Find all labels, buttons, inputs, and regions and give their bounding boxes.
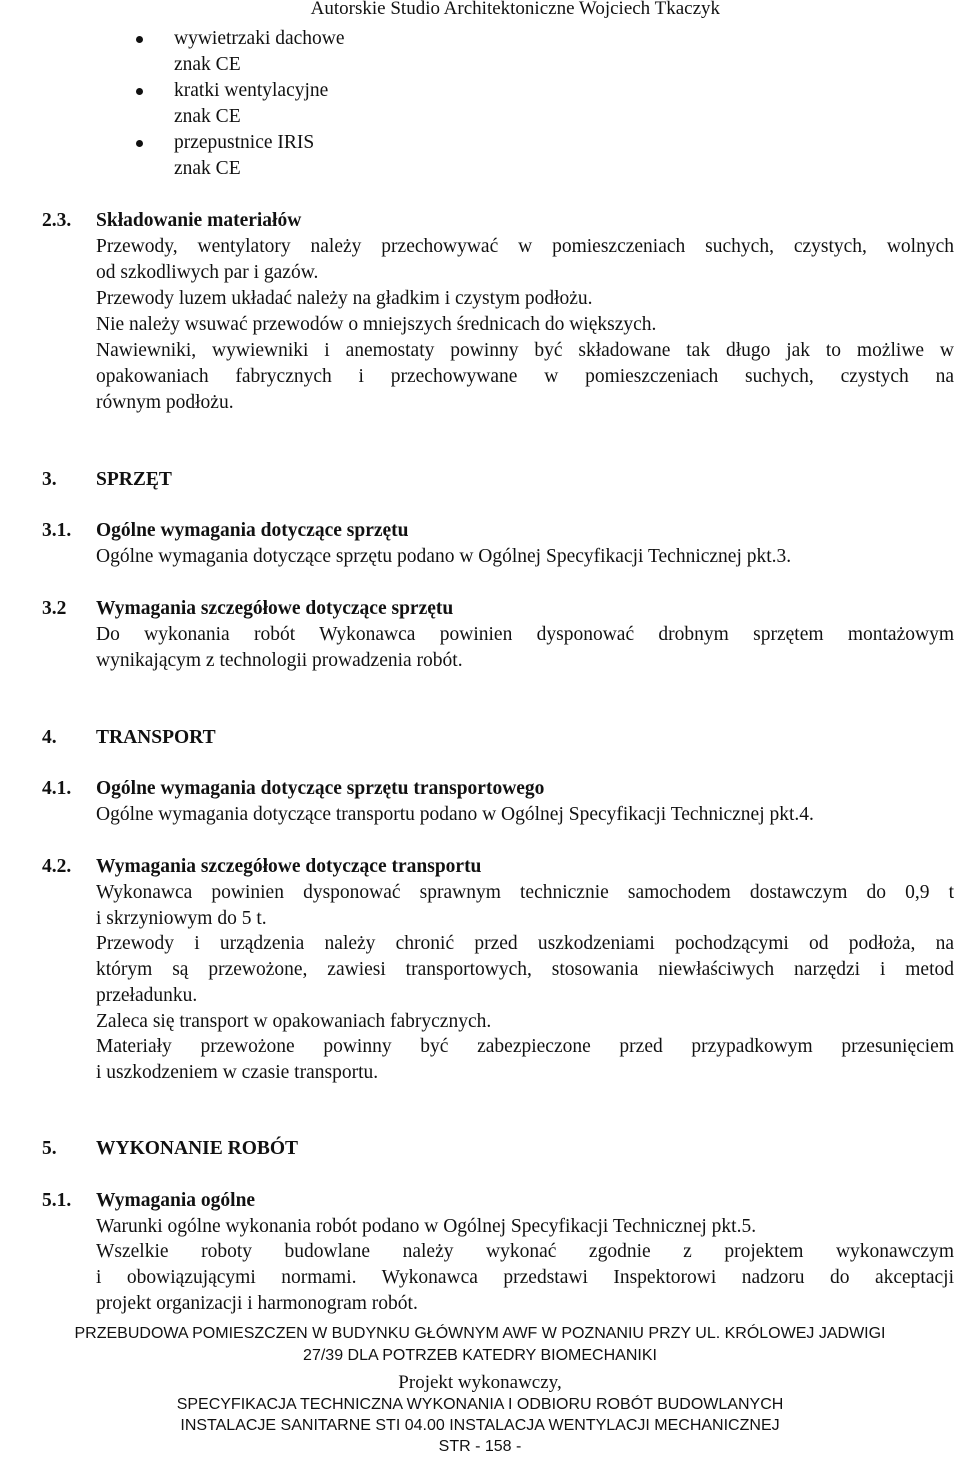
list-item-mark: znak CE [174,158,241,179]
footer-project-type: Projekt wykonawczy, [398,1372,562,1393]
paragraph-line: Do wykonania robót Wykonawca powinien dysponować drobnym sprzętem montażowym [96,624,954,645]
paragraph-line: Ogólne wymagania dotyczące transportu podano w Ogólnej Specyfikacji Technicznej pkt.4. [96,804,814,825]
footer-spec-title: SPECYFIKACJA TECHNICZNA WYKONANIA I ODBIORU ROBÓT BUDOWLANYCH [176,1396,784,1413]
section-number: 3.2 [42,598,67,619]
list-item: przepustnice IRIS [174,132,315,153]
list-item: kratki wentylacyjne [174,80,329,101]
paragraph-line: Materiały przewożone powinny być zabezpieczone przed przypadkowym przesunięciem [96,1036,954,1057]
paragraph-line: przeładunku. [96,985,198,1006]
section-number: 5. [42,1138,57,1159]
section-number: 5.1. [42,1190,72,1211]
section-number: 4. [42,727,57,748]
paragraph-line: od szkodliwych par i gazów. [96,262,319,283]
paragraph-line: i uszkodzeniem w czasie transportu. [96,1062,379,1083]
bullet-icon [136,88,143,95]
paragraph-line: Wykonawca powinien dysponować sprawnym technicznie samochodem dostawczym do 0,9 t [96,882,954,903]
section-heading: SPRZĘT [96,469,172,490]
paragraph-line: wynikającym z technologii prowadzenia robót. [96,650,463,671]
paragraph-line: Ogólne wymagania dotyczące sprzętu podano w Ogólnej Specyfikacji Technicznej pkt.3. [96,546,792,567]
section-heading: Wymagania ogólne [96,1190,256,1211]
section-heading: Ogólne wymagania dotyczące sprzętu [96,520,409,541]
footer-project-line: 27/39 DLA POTRZEB KATEDRY BIOMECHANIKI [303,1347,657,1364]
paragraph-line: i obowiązującymi normami. Wykonawca przedstawi Inspektorowi nadzoru do akceptacji [96,1267,954,1288]
paragraph-line: Przewody i urządzenia należy chronić przed uszkodzeniami pochodzącymi od podłoża, na [96,933,954,954]
paragraph-line: którym są przewożone, zawiesi transportowych, stosowania niewłaściwych narzędzi i metod [96,959,954,980]
paragraph-line: Przewody, wentylatory należy przechowywać w pomieszczeniach suchych, czystych, wolnych [96,236,954,257]
paragraph-line: i skrzyniowym do 5 t. [96,908,267,929]
list-item: wywietrzaki dachowe [174,28,345,49]
paragraph-line: Nie należy wsuwać przewodów o mniejszych średnicach do większych. [96,314,657,335]
section-number: 4.1. [42,778,72,799]
paragraph-line: równym podłożu. [96,392,234,413]
paragraph-line: opakowaniach fabrycznych i przechowywane w pomieszczeniach suchych, czystych na [96,366,954,387]
paragraph-line: Przewody luzem układać należy na gładkim i czystym podłożu. [96,288,593,309]
section-heading: Składowanie materiałów [96,210,302,231]
section-number: 3.1. [42,520,72,541]
paragraph-line: Nawiewniki, wywiewniki i anemostaty powinny być składowane tak długo jak to możliwe w [96,340,954,361]
section-number: 3. [42,469,57,490]
bullet-icon [136,140,143,147]
section-heading: Wymagania szczegółowe dotyczące transportu [96,856,482,877]
paragraph-line: Warunki ogólne wykonania robót podano w Ogólnej Specyfikacji Technicznej pkt.5. [96,1216,757,1237]
paragraph-line: Wszelkie roboty budowlane należy wykonać zgodnie z projektem wykonawczym [96,1241,954,1262]
footer-project-line: PRZEBUDOWA POMIESZCZEN W BUDYNKU GŁÓWNYM AWF W POZNANIU PRZY UL. KRÓLOWEJ JADWIGI [74,1325,886,1342]
section-number: 2.3. [42,210,72,231]
footer-spec-subtitle: INSTALACJE SANITARNE STI 04.00 INSTALACJA WENTYLACJI MECHANICZNEJ [180,1417,780,1434]
bullet-icon [136,36,143,43]
section-heading: Wymagania szczegółowe dotyczące sprzętu [96,598,454,619]
section-heading: Ogólne wymagania dotyczące sprzętu transportowego [96,778,545,799]
paragraph-line: projekt organizacji i harmonogram robót. [96,1293,418,1314]
section-number: 4.2. [42,856,72,877]
section-heading: WYKONANIE ROBÓT [96,1138,299,1159]
list-item-mark: znak CE [174,54,241,75]
section-heading: TRANSPORT [96,727,216,748]
page-header: Autorskie Studio Architektoniczne Wojciech Tkaczyk [310,0,720,19]
page-number: STR - 158 - [438,1438,522,1455]
paragraph-line: Zaleca się transport w opakowaniach fabrycznych. [96,1011,492,1032]
list-item-mark: znak CE [174,106,241,127]
